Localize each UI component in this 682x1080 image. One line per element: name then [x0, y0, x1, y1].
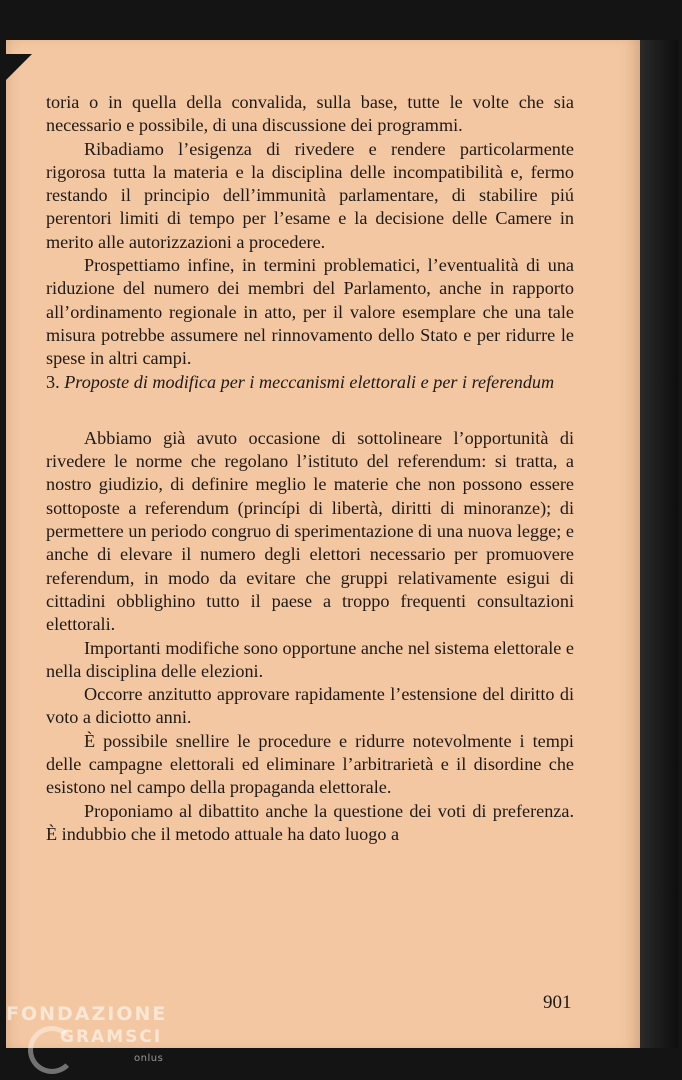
page-corner-fold: [6, 54, 32, 80]
page-body: [46, 91, 574, 846]
watermark-line-3: onlus: [134, 1053, 164, 1064]
watermark-line-1: FONDAZIONE: [6, 1003, 168, 1025]
paragraph-7: È possibile snellire le procedure e ridurre notevolmente i tempi delle campagne elettorali ed eliminare l’arbitrarietà e il disordine che esistono nel campo della propaganda elettorale.: [46, 730, 574, 798]
paragraph-3: Prospettiamo infine, in termini problematici, l’eventualità di una riduzione del numero dei membri del Parlamento, anche in rapporto all’ordinamento regionale in atto, per il valore esemplare che una tale misura potrebbe assumere nel rinnovamento dello Stato e per ridurre le spese in altri campi.: [46, 255, 574, 369]
watermark: [6, 1003, 168, 1064]
section-number: 3.: [46, 371, 60, 392]
book-edge: [640, 40, 678, 1048]
paragraph-1: toria o in quella della convalida, sulla base, tutte le volte che sia necessario e possibile, di una discussione dei programmi.: [46, 92, 574, 136]
section-title: Proposte di modifica per i meccanismi elettorali e per i referendum: [64, 371, 555, 392]
section-heading: [46, 371, 574, 394]
paragraph-4: Abbiamo già avuto occasione di sottolineare l’opportunità di rivedere le norme che regolano l’istituto del referendum: si tratta, a nostro giudizio, di definire meglio le materie che non possono essere sottoposte a referendum (princípi di libertà, diritti di minoranze); di permettere un periodo congruo di sperimentazione di una nuova legge; e anche di elevare il numero degli elettori necessario per promuovere referendum, in modo da evitare che gruppi relativamente esigui di cittadini obblighino tutto il paese a troppo frequenti consultazioni elettorali.: [46, 427, 574, 635]
paragraph-5: Importanti modifiche sono opportune anche nel sistema elettorale e nella disciplina delle elezioni.: [46, 637, 574, 681]
section-gap: [46, 394, 574, 427]
paragraph-8: Proponiamo al dibattito anche la questione dei voti di preferenza. È indubbio che il metodo attuale ha dato luogo a: [46, 800, 574, 844]
page-number: 901: [543, 992, 572, 1013]
paragraph-2: Ribadiamo l’esigenza di rivedere e rendere particolarmente rigorosa tutta la materia e la disciplina delle incompatibilità e, fermo restando il principio dell’immunità parlamentare, di stabilire piú perentori limiti di tempo per l’esame e la decisione delle Camere in merito alle autorizzazioni a procedere.: [46, 138, 574, 252]
watermark-line-2: GRAMSCI: [60, 1027, 163, 1047]
paragraph-6: Occorre anzitutto approvare rapidamente l’estensione del diritto di voto a diciotto anni.: [46, 684, 574, 728]
